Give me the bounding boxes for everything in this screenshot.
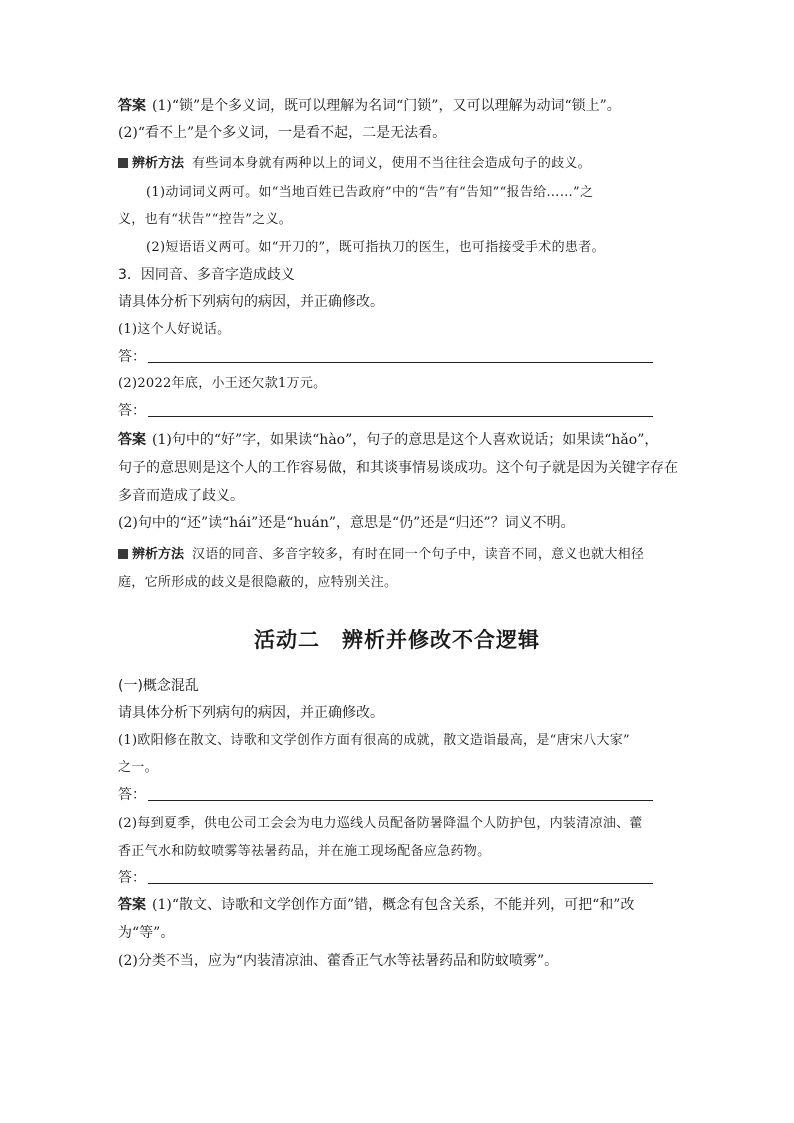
method-square-icon (118, 549, 128, 559)
answer-field-2[interactable] (118, 401, 653, 421)
question-2a: (2)每到夏季，供电公司工会会为电力巡线人员配备防暑降温个人防护包，内装清凉油、藿 (118, 816, 643, 831)
answer-underline[interactable] (148, 869, 653, 884)
question-1: (1)这个人好说话。 (118, 322, 231, 337)
answer-text: (1)“散文、诗歌和文学创作方面”错，概念有包含关系，不能并列，可把“和”改 (152, 897, 635, 913)
answer-line-8: 为“等”。 (118, 925, 175, 941)
answer-line-5: 多音而造成了歧义。 (118, 488, 244, 504)
method-box-2 (118, 545, 644, 565)
answer-field-3[interactable] (118, 785, 653, 805)
sub-heading: (一)概念混乱 (118, 678, 199, 694)
answer-field-4[interactable] (118, 868, 653, 888)
section-heading-3: 3．因同音、多音字造成歧义 (118, 267, 295, 283)
method-paragraph-1b: 义，也有“状告”“控告”之义。 (118, 212, 293, 227)
answer-label: 答案 (118, 98, 146, 114)
answer-line-2: (2)“看不上”是个多义词，一是看不起，二是无法看。 (118, 125, 447, 141)
answer-underline[interactable] (148, 786, 653, 801)
instruction-text: 请具体分析下列病句的病因，并正确修改。 (118, 294, 384, 310)
section-title: 活动二 辨析并修改不合逻辑 (254, 628, 540, 652)
answer-label: 答案 (118, 897, 146, 913)
question-2b: 香正气水和防蚊喷雾等祛暑药品，并在施工现场配备应急药物。 (118, 844, 491, 859)
answer-line-9: (2)分类不当，应为“内装清凉油、藿香正气水等祛暑药品和防蚊喷雾”。 (118, 953, 559, 969)
method-label: 辨析方法 (132, 156, 185, 171)
method-text-cont: 庭，它所形成的歧义是很隐蔽的，应特别关注。 (118, 575, 398, 590)
method-paragraph-2: (2)短语语义两可。如“开刀的”，既可指执刀的医生，也可指接受手术的患者。 (146, 240, 605, 255)
answer-text: (1)“锁”是个多义词，既可以理解为名词“门锁”，又可以理解为动词“锁上”。 (152, 98, 621, 114)
answer-underline[interactable] (148, 402, 653, 417)
method-paragraph-1a: (1)动词词义两可。如“当地百姓已告政府”中的“告”有“告知”“报告给……”之 (146, 185, 594, 200)
method-label: 辨析方法 (132, 547, 185, 562)
instruction-text: 请具体分析下列病句的病因，并正确修改。 (118, 705, 384, 721)
answer-line-3 (118, 430, 658, 450)
answer-prompt: 答： (118, 870, 146, 886)
question-1b: 之一。 (118, 760, 158, 775)
method-text: 汉语的同音、多音字较多，有时在同一个句子中，读音不同，意义也就大相径 (192, 547, 645, 562)
answer-line-6: (2)句中的“还”读“hái”还是“huán”，意思是“仍”还是“归还”？词义不明。 (118, 515, 575, 531)
answer-line-1 (118, 96, 621, 116)
answer-field-1[interactable] (118, 347, 653, 367)
answer-prompt: 答： (118, 349, 146, 365)
answer-prompt: 答： (118, 403, 146, 419)
method-text: 有些词本身就有两种以上的词义，使用不当往往会造成句子的歧义。 (192, 156, 592, 171)
question-2: (2)2022年底，小王还欠款1万元。 (118, 376, 327, 391)
answer-text: (1)句中的“好”字，如果读“hào”，句子的意思是这个人喜欢说话；如果读“hǎo”， (152, 432, 659, 448)
answer-underline[interactable] (148, 348, 653, 363)
answer-label: 答案 (118, 432, 146, 448)
method-square-icon (118, 158, 128, 168)
answer-line-7 (118, 895, 634, 915)
answer-prompt: 答： (118, 787, 146, 803)
method-box-1 (118, 154, 591, 174)
answer-line-4: 句子的意思则是这个人的工作容易做，和其谈事情易谈成功。这个句子就是因为关键字存在 (118, 460, 678, 476)
question-1a: (1)欧阳修在散文、诗歌和文学创作方面有很高的成就，散文造诣最高，是“唐宋八大家” (118, 733, 631, 748)
